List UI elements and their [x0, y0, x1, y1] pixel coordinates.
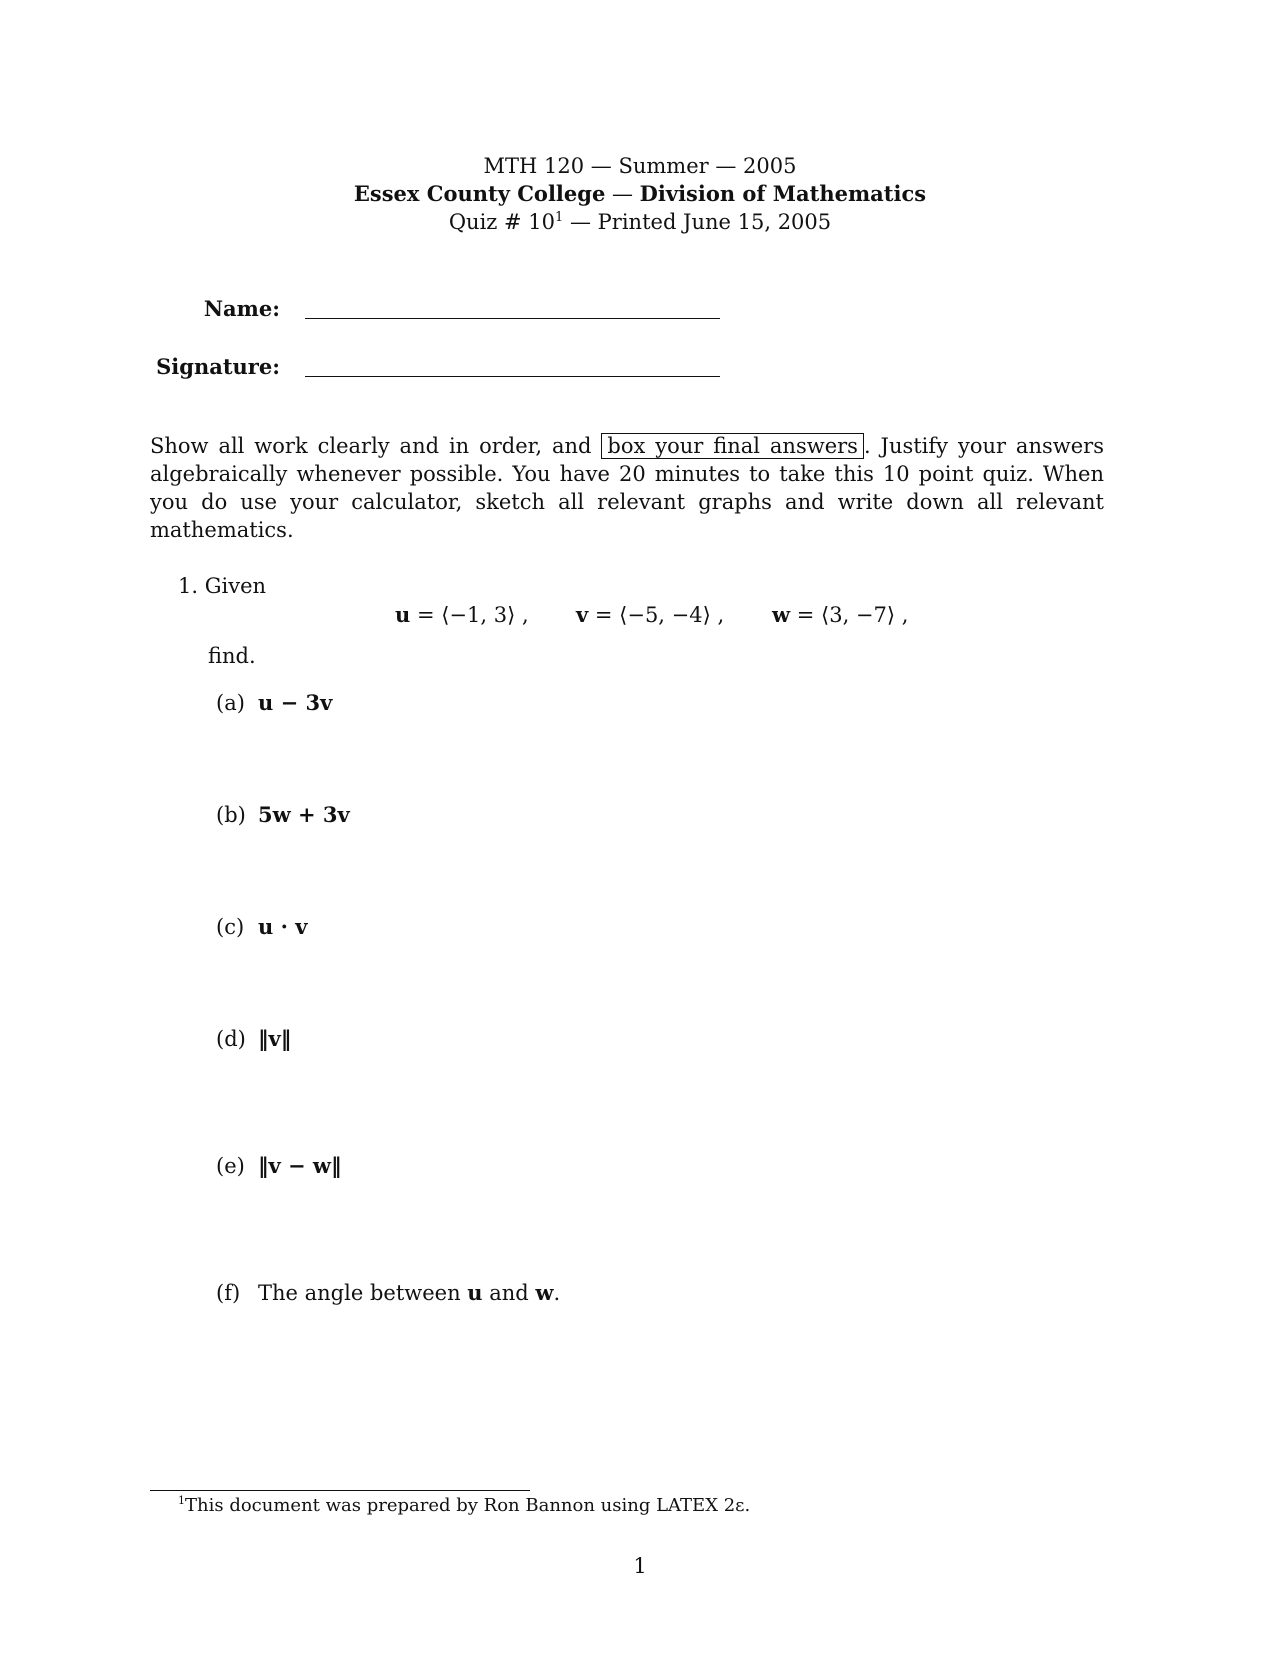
- part-f: (f) The angle between u and w.: [216, 1280, 561, 1305]
- college-line: [0, 180, 1280, 208]
- print-date: — Printed June 15, 2005: [563, 210, 832, 234]
- boxed-instruction: box your final answers: [601, 433, 864, 459]
- course-line: MTH 120 — Summer — 2005: [483, 154, 797, 178]
- part-d: [216, 1026, 291, 1051]
- college-name: Essex County College: [353, 181, 606, 206]
- footnote-text: This document was prepared by Ron Bannon using LATEX 2ε.: [185, 1495, 751, 1516]
- footnote-marker: 1: [178, 1494, 185, 1507]
- vector-u: u = ⟨−1, 3⟩ ,: [395, 602, 529, 627]
- vector-v: v = ⟨−5, −4⟩ ,: [576, 602, 725, 627]
- part-expression: u · v: [258, 914, 308, 939]
- name-line[interactable]: [305, 318, 720, 319]
- footnote-rule: [150, 1490, 530, 1491]
- division-name: Division of Mathematics: [639, 181, 927, 206]
- instructions-after-box: . Justify your answers algebraically whenever possible. You have 20 minutes to take this 10 point quiz. When you do use your calculator, sketch all relevant graphs and write down all relevant mathematics.: [150, 434, 1104, 542]
- part-label: (a): [216, 691, 245, 715]
- signature-line[interactable]: [305, 376, 720, 377]
- part-label: (c): [216, 915, 245, 939]
- part-expression: u − 3v: [258, 690, 333, 715]
- vector-w: w = ⟨3, −7⟩ ,: [772, 602, 909, 627]
- part-label: (d): [216, 1027, 246, 1051]
- footnote-ref: 1: [555, 210, 564, 225]
- part-label: (f): [216, 1281, 241, 1305]
- quiz-line: [0, 208, 1280, 236]
- find-text: find.: [208, 644, 256, 668]
- quiz-title: Quiz # 10: [448, 210, 556, 234]
- part-label: (e): [216, 1154, 245, 1178]
- document-header: [0, 152, 1280, 236]
- instructions-paragraph: [150, 432, 1104, 544]
- part-expression: 5w + 3v: [258, 802, 350, 827]
- instructions-before-box: Show all work clearly and in order, and: [150, 434, 602, 458]
- name-label: Name:: [203, 296, 280, 321]
- part-c: [216, 914, 307, 939]
- problem-number: 1. Given: [178, 574, 267, 598]
- footnote: [178, 1494, 750, 1516]
- signature-label: Signature:: [156, 354, 280, 379]
- college-separator: —: [605, 182, 640, 206]
- part-a: [216, 690, 332, 715]
- part-label: (b): [216, 803, 246, 827]
- part-e: [216, 1153, 342, 1178]
- part-b: [216, 802, 350, 827]
- part-expression: ‖v‖: [258, 1026, 292, 1051]
- part-expression: ‖v − w‖: [258, 1153, 342, 1178]
- page-number: 1: [633, 1554, 647, 1578]
